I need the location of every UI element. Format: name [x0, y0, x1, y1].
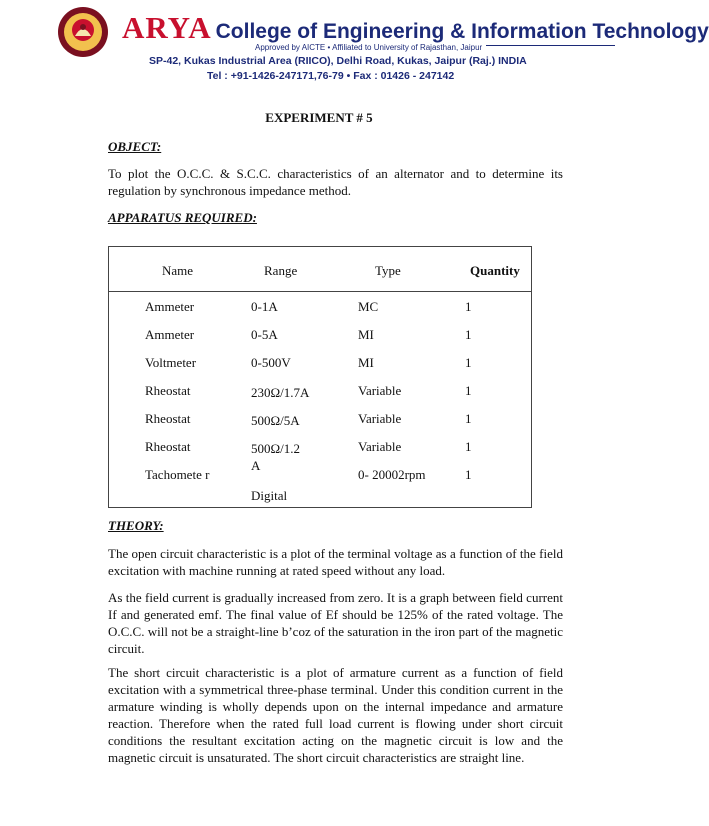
- cell-quantity: 1: [465, 439, 472, 454]
- cell-quantity: 1: [465, 467, 472, 482]
- theory-heading: THEORY:: [108, 518, 164, 533]
- cell-range: 0-5A: [251, 327, 278, 342]
- college-logo: [57, 6, 109, 58]
- page-title: EXPERIMENT # 5: [265, 110, 373, 125]
- cell-type: Variable: [358, 439, 402, 454]
- approval-line: Approved by AICTE • Affiliated to University of Rajasthan, Jaipur: [251, 43, 486, 52]
- cell-name: Ammeter: [145, 327, 195, 342]
- cell-range: 500Ω/5A: [251, 413, 300, 428]
- cell-range: 0-500V: [251, 355, 291, 370]
- cell-type: Variable: [358, 411, 402, 426]
- object-text: To plot the O.C.C. & S.C.C. characteristics of an alternator and to determine its regulation by synchronous impedance method.: [108, 166, 563, 198]
- cell-type: 0- 20002rpm: [358, 467, 426, 482]
- cell-type: MI: [358, 355, 374, 370]
- cell-quantity: 1: [465, 383, 472, 398]
- cell-range: 230Ω/1.7A: [251, 385, 310, 400]
- cell-range: 0-1A: [251, 299, 278, 314]
- cell-name: Tachomete r: [145, 467, 210, 482]
- cell-quantity: 1: [465, 327, 472, 342]
- theory-paragraph-3: The short circuit characteristic is a plot of armature current as a function of field excitation with a symmetrical three-phase terminal. Under this condition current in the armature winding is wholly depends upon on the internal impedance and armature reaction. Therefore when the rated full load current is flowing under short circuit conditions the resultant excitation acting on the magnetic circuit is low and the magnetic circuit is unsaturated. The short circuit characteristics are straight line.: [108, 665, 563, 765]
- cell-quantity: 1: [465, 411, 472, 426]
- object-heading: OBJECT:: [108, 139, 162, 154]
- table-header-type: Type: [375, 263, 401, 278]
- cell-type: MC: [358, 299, 379, 314]
- table-header-name: Name: [162, 263, 194, 278]
- table-header-quantity: Quantity: [470, 263, 520, 278]
- apparatus-heading: APPARATUS REQUIRED:: [108, 210, 257, 225]
- address-line: SP-42, Kukas Industrial Area (RIICO), Delhi Road, Kukas, Jaipur (Raj.) INDIA: [149, 55, 527, 67]
- table-header-range: Range: [264, 263, 298, 278]
- cell-range: 500Ω/1.2 A: [251, 441, 301, 473]
- theory-paragraph-2: As the field current is gradually increased from zero. It is a graph between field current If and generated emf. The final value of Ef should be 125% of the rated voltage. The O.C.C. will not be a straight-line b’coz of the saturation in the iron part of the magnetic circuit.: [108, 590, 563, 656]
- cell-name: Rheostat: [145, 383, 191, 398]
- cell-quantity: 1: [465, 299, 472, 314]
- brand-name: ARYA: [122, 10, 212, 45]
- cell-name: Rheostat: [145, 411, 191, 426]
- cell-type: MI: [358, 327, 374, 342]
- college-brand: [122, 10, 709, 46]
- cell-range: Digital: [251, 488, 288, 503]
- cell-name: Voltmeter: [145, 355, 197, 370]
- college-name: College of Engineering & Information Technology: [215, 20, 709, 43]
- cell-type: Variable: [358, 383, 402, 398]
- cell-quantity: 1: [465, 355, 472, 370]
- cell-name: Rheostat: [145, 439, 191, 454]
- contact-line: Tel : +91-1426-247171,76-79 • Fax : 01426 - 247142: [207, 70, 455, 82]
- table-header-divider: [109, 291, 531, 292]
- theory-paragraph-1: The open circuit characteristic is a plot of the terminal voltage as a function of the field excitation with machine running at rated speed without any load.: [108, 546, 563, 578]
- cell-name: Ammeter: [145, 299, 195, 314]
